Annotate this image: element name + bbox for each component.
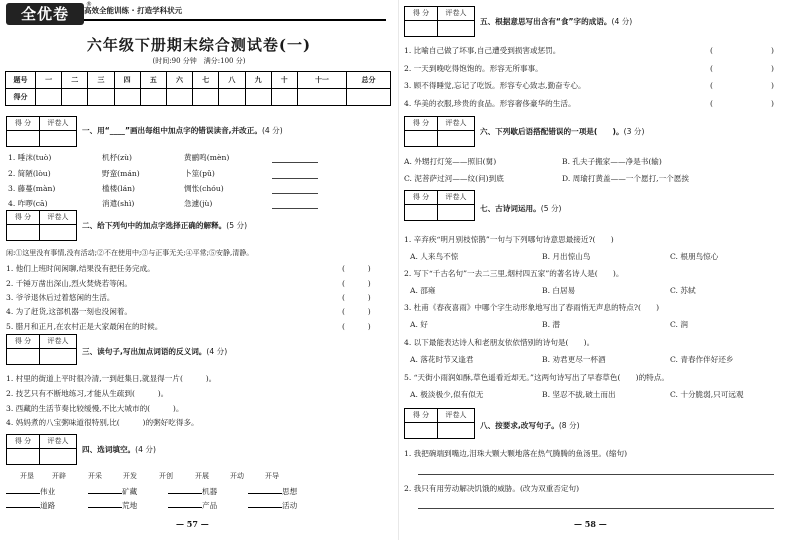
s6-option-c[interactable]: C. 泥菩萨过河——纹(问)到底 <box>404 174 504 183</box>
s7-q4-option-b[interactable]: B. 劝君更尽一杯酒 <box>542 355 606 364</box>
scorer-label: 得 分 <box>412 193 430 201</box>
score-head-cell: 五 <box>140 72 166 89</box>
s1-row-2-b: 野蛮(mán) <box>102 169 140 178</box>
score-head-cell: 六 <box>166 72 192 89</box>
scorer-box <box>404 6 475 37</box>
word-bank-item: 开动 <box>230 472 244 480</box>
s1-row-2-c: 卜筮(pǔ) <box>184 169 215 178</box>
s3-item-4: 4. 妈妈煮的八宝粥味道很特别,比( )的粥好吃得多。 <box>6 418 199 427</box>
score-blank[interactable] <box>7 449 39 464</box>
section-2-title: 二、给下列句中的加点字选择正确的解释。(5 分) <box>82 221 248 230</box>
answer-line[interactable] <box>272 178 318 179</box>
score-head-cell: 八 <box>219 72 245 89</box>
s8-item-1: 1. 我把碗端到嘴边,泪珠大颗大颗地落在热气腾腾的鱼汤里。(缩句) <box>404 449 628 458</box>
s4-fill-5: 道路 <box>6 501 55 510</box>
word-bank-item: 开展 <box>195 472 209 480</box>
score-blank[interactable] <box>39 449 76 464</box>
fill-blank[interactable] <box>168 507 202 508</box>
score-row-label: 得分 <box>6 89 36 106</box>
word-bank-item: 开创 <box>159 472 173 480</box>
s1-row-1-c: 黄鹂鸣(mèn) <box>184 153 230 162</box>
s5-item-1: 1. 比喻自己做了坏事,自己遭受到损害或惩罚。 <box>404 46 561 55</box>
scorer-box <box>6 334 77 365</box>
score-blank[interactable] <box>437 131 474 146</box>
scorer-label: 评卷人 <box>39 435 76 448</box>
exam-info: (时间:90 分钟 满分:100 分) <box>152 57 246 65</box>
s1-row-4-a: 4. 咋啰(cā) <box>8 199 48 208</box>
score-blank[interactable] <box>405 21 437 36</box>
header-rule <box>84 19 386 21</box>
s4-fill-6: 荒地 <box>88 501 137 510</box>
score-blank[interactable] <box>405 205 437 220</box>
score-cell[interactable] <box>114 89 140 106</box>
s7-q3-option-c[interactable]: C. 润 <box>670 320 688 329</box>
score-cell[interactable] <box>166 89 192 106</box>
paren-left: ( <box>710 64 713 73</box>
answer-line[interactable] <box>272 162 318 163</box>
score-blank[interactable] <box>405 131 437 146</box>
scorer-box <box>404 116 475 147</box>
answer-line[interactable] <box>272 208 318 209</box>
s4-fill-3: 机器 <box>168 487 217 496</box>
s5-item-2: 2. 一天到晚吃得饱饱的。形容无所事事。 <box>404 64 543 73</box>
scorer-label: 得 分 <box>14 337 32 345</box>
fill-blank[interactable] <box>248 493 282 494</box>
section-1-title: 一、用“____”画出每组中加点字的错误读音,并改正。(4 分) <box>82 126 283 135</box>
s5-item-4: 4. 华美的衣服,珍贵的食品。形容奢侈豪华的生活。 <box>404 99 576 108</box>
score-head-cell: 七 <box>193 72 219 89</box>
score-table-head-row <box>6 72 391 89</box>
s1-row-3-b: 槛楼(lán) <box>102 184 135 193</box>
s7-q5-option-c[interactable]: C. 十分脆弱,只可远观 <box>670 390 744 399</box>
paren-left: ( <box>710 46 713 55</box>
scorer-label: 评卷人 <box>437 7 474 20</box>
paren-left: ( <box>710 99 713 108</box>
score-blank[interactable] <box>39 349 76 364</box>
scorer-label: 评卷人 <box>437 409 474 422</box>
paren-right: ) <box>771 46 774 55</box>
score-blank[interactable] <box>39 225 76 240</box>
s1-row-4-c: 急遽(jù) <box>184 199 213 208</box>
s7-q5-stem: 5. “天街小雨润如酥,草色遥看近却无。”这两句诗写出了早春草色( )的特点。 <box>404 373 669 382</box>
s2-item-2: 2. 千锤万凿出深山,烈火焚烧若等闲。 <box>6 279 132 288</box>
score-head-cell: 四 <box>114 72 140 89</box>
registered-mark: ® <box>86 1 92 8</box>
score-blank[interactable] <box>437 21 474 36</box>
fill-blank[interactable] <box>168 493 202 494</box>
answer-line[interactable] <box>272 193 318 194</box>
s7-q2-stem: 2. 写下“千古名句”一去二三里,烟村四五家”的著名诗人是( )。 <box>404 269 624 278</box>
paren-right: ) <box>771 64 774 73</box>
s4-fill-1: 伟业 <box>6 487 55 496</box>
s8-item-2: 2. 我只有用劳动解决饥饿的威胁。(改为双重否定句) <box>404 484 580 493</box>
word-bank-item: 开垦 <box>20 472 34 480</box>
section-6-title: 六、下列歇后语搭配错误的一项是( )。(3 分) <box>480 127 645 136</box>
scorer-label: 得 分 <box>412 9 430 17</box>
s3-item-2: 2. 技艺只有不断地练习,才能从生疏到( )。 <box>6 389 169 398</box>
scorer-box <box>404 408 475 439</box>
slogan: 高效全能训练 · 打造学科状元 <box>84 6 183 15</box>
s6-option-b[interactable]: B. 孔夫子搬家——净是书(输) <box>562 157 662 166</box>
s1-row-4-b: 消遣(shì) <box>102 199 135 208</box>
s7-q1-stem: 1. 辛弃疾“明月别枝惊鹊”一句与下列哪句诗意思最接近?( ) <box>404 235 614 244</box>
fill-blank[interactable] <box>248 507 282 508</box>
s2-paren[interactable]: ( ) <box>342 322 371 331</box>
section-3-title: 三、读句子,写出加点词语的反义词。(4 分) <box>82 347 228 356</box>
fill-blank[interactable] <box>6 493 40 494</box>
scorer-label: 得 分 <box>14 213 32 221</box>
score-cell[interactable] <box>88 89 114 106</box>
s7-q2-option-c[interactable]: C. 苏轼 <box>670 286 696 295</box>
score-head-cell: 十 <box>271 72 297 89</box>
scorer-label: 得 分 <box>412 119 430 127</box>
score-blank[interactable] <box>7 225 39 240</box>
s7-q4-option-a[interactable]: A. 落花时节又逢君 <box>410 355 474 364</box>
s6-option-d[interactable]: D. 周瑜打黄盖——一个愿打,一个愿挨 <box>562 174 689 183</box>
scorer-label: 评卷人 <box>437 191 474 204</box>
scorer-box <box>6 116 77 147</box>
score-cell[interactable] <box>36 89 62 106</box>
scorer-label: 评卷人 <box>39 117 76 130</box>
page-right <box>398 0 796 540</box>
word-bank-item: 开发 <box>123 472 137 480</box>
s2-item-5: 5. 腊月和正月,在农村正是大家最闲在的时候。 <box>6 322 163 331</box>
score-cell[interactable] <box>347 89 391 106</box>
s4-fill-4: 思想 <box>248 487 297 496</box>
section-4-title: 四、选词填空。(4 分) <box>82 445 156 454</box>
s2-item-3: 3. 爷爷退休后过着悠闲的生活。 <box>6 293 115 302</box>
page-title: 六年级下册期末综合测试卷(一) <box>86 36 312 54</box>
score-head-cell: 题号 <box>6 72 36 89</box>
s7-q2-option-b[interactable]: B. 白居易 <box>542 286 576 295</box>
score-head-cell: 二 <box>62 72 88 89</box>
score-blank[interactable] <box>39 131 76 146</box>
s3-item-3: 3. 西藏的生活节奏比较缓慢,不比大城市的( )。 <box>6 404 184 413</box>
s7-q3-option-b[interactable]: B. 潜 <box>542 320 561 329</box>
s1-row-3-a: 3. 藤蔓(màn) <box>8 184 56 193</box>
fill-blank[interactable] <box>88 493 122 494</box>
s1-row-2-a: 2. 简陋(lòu) <box>8 169 51 178</box>
word-bank-item: 开导 <box>265 472 279 480</box>
score-table <box>5 71 391 106</box>
s7-q3-stem: 3. 杜甫《春夜喜雨》中哪个字生动形象地写出了春雨悄无声息的特点?( ) <box>404 303 660 312</box>
score-cell[interactable] <box>193 89 219 106</box>
s6-option-a[interactable]: A. 外甥打灯笼——照旧(舅) <box>404 157 497 166</box>
paren-left: ( <box>710 81 713 90</box>
s2-paren[interactable]: ( ) <box>342 293 371 302</box>
score-cell[interactable] <box>245 89 271 106</box>
page-number: — 57 — <box>176 519 209 529</box>
s2-paren[interactable]: ( ) <box>342 279 371 288</box>
fill-blank[interactable] <box>6 507 40 508</box>
section-7-title: 七、古诗词运用。(5 分) <box>480 204 562 213</box>
s4-fill-8: 活动 <box>248 501 297 510</box>
brand-logo: 全优卷 <box>6 3 84 25</box>
answer-line[interactable] <box>418 508 774 509</box>
score-head-cell: 三 <box>88 72 114 89</box>
score-cell[interactable] <box>297 89 346 106</box>
s7-q5-option-b[interactable]: B. 坚忍不拔,破土而出 <box>542 390 616 399</box>
s1-row-3-c: 惆怅(chóu) <box>184 184 224 193</box>
score-head-cell: 九 <box>245 72 271 89</box>
score-cell[interactable] <box>140 89 166 106</box>
word-bank-item: 开辟 <box>52 472 66 480</box>
s4-fill-7: 产品 <box>168 501 217 510</box>
s7-q4-stem: 4. 以下最能表达诗人和老朋友依依惜别的诗句是( )。 <box>404 338 595 347</box>
score-head-cell: 总分 <box>347 72 391 89</box>
score-head-cell: 一 <box>36 72 62 89</box>
s7-q1-option-b[interactable]: B. 月出惊山鸟 <box>542 252 591 261</box>
s3-item-1: 1. 村里的街道上平时很冷清,一到赶集日,就显得一片( )。 <box>6 374 217 383</box>
s7-q4-option-c[interactable]: C. 青春作伴好还乡 <box>670 355 734 364</box>
s7-q1-option-a[interactable]: A. 人来鸟不惊 <box>410 252 459 261</box>
s1-row-1-a: 1. 唾沫(tuò) <box>8 153 52 162</box>
word-bank-item: 开采 <box>88 472 102 480</box>
scorer-box <box>6 434 77 465</box>
score-blank[interactable] <box>7 131 39 146</box>
score-table-score-row <box>6 89 391 106</box>
scorer-label: 得 分 <box>14 437 32 445</box>
score-blank[interactable] <box>437 205 474 220</box>
scorer-box <box>404 190 475 221</box>
score-blank[interactable] <box>7 349 39 364</box>
fill-blank[interactable] <box>88 507 122 508</box>
scorer-box <box>6 210 77 241</box>
s1-row-1-b: 机杼(zù) <box>102 153 133 162</box>
section-8-title: 八、按要求,改写句子。(8 分) <box>480 421 580 430</box>
s7-q1-option-c[interactable]: C. 根朋鸟惊心 <box>670 252 719 261</box>
s2-definitions: 闲:①这里没有事情,没有活动;②不在使用中;③与正事无关;④平常;⑤安静,清静。 <box>6 249 254 257</box>
s7-q2-option-a[interactable]: A. 邵雍 <box>410 286 436 295</box>
page-number: — 58 — <box>574 519 607 529</box>
s7-q5-option-a[interactable]: A. 极淡极少,似有似无 <box>410 390 484 399</box>
scorer-label: 评卷人 <box>39 335 76 348</box>
score-cell[interactable] <box>219 89 245 106</box>
s5-item-3: 3. 顾不得睡觉,忘记了吃饭。形容专心致志,勤奋专心。 <box>404 81 586 90</box>
answer-line[interactable] <box>418 474 774 475</box>
s2-item-1: 1. 他们上班时间闲聊,结果没有把任务完成。 <box>6 264 155 273</box>
score-head-cell: 十一 <box>297 72 346 89</box>
s2-item-4: 4. 为了赶货,这部机器一刻也没闲着。 <box>6 307 132 316</box>
scorer-label: 得 分 <box>14 119 32 127</box>
score-blank[interactable] <box>405 423 437 438</box>
scorer-label: 评卷人 <box>437 117 474 130</box>
score-cell[interactable] <box>271 89 297 106</box>
scorer-label: 得 分 <box>412 411 430 419</box>
s4-fill-2: 矿藏 <box>88 487 137 496</box>
s7-q3-option-a[interactable]: A. 好 <box>410 320 428 329</box>
scorer-label: 评卷人 <box>39 211 76 224</box>
section-5-title: 五、根据意思写出含有“食”字的成语。(4 分) <box>480 17 633 26</box>
paren-right: ) <box>771 81 774 90</box>
s2-paren[interactable]: ( ) <box>342 307 371 316</box>
score-blank[interactable] <box>437 423 474 438</box>
score-cell[interactable] <box>62 89 88 106</box>
paren-right: ) <box>771 99 774 108</box>
s2-paren[interactable]: ( ) <box>342 264 371 273</box>
